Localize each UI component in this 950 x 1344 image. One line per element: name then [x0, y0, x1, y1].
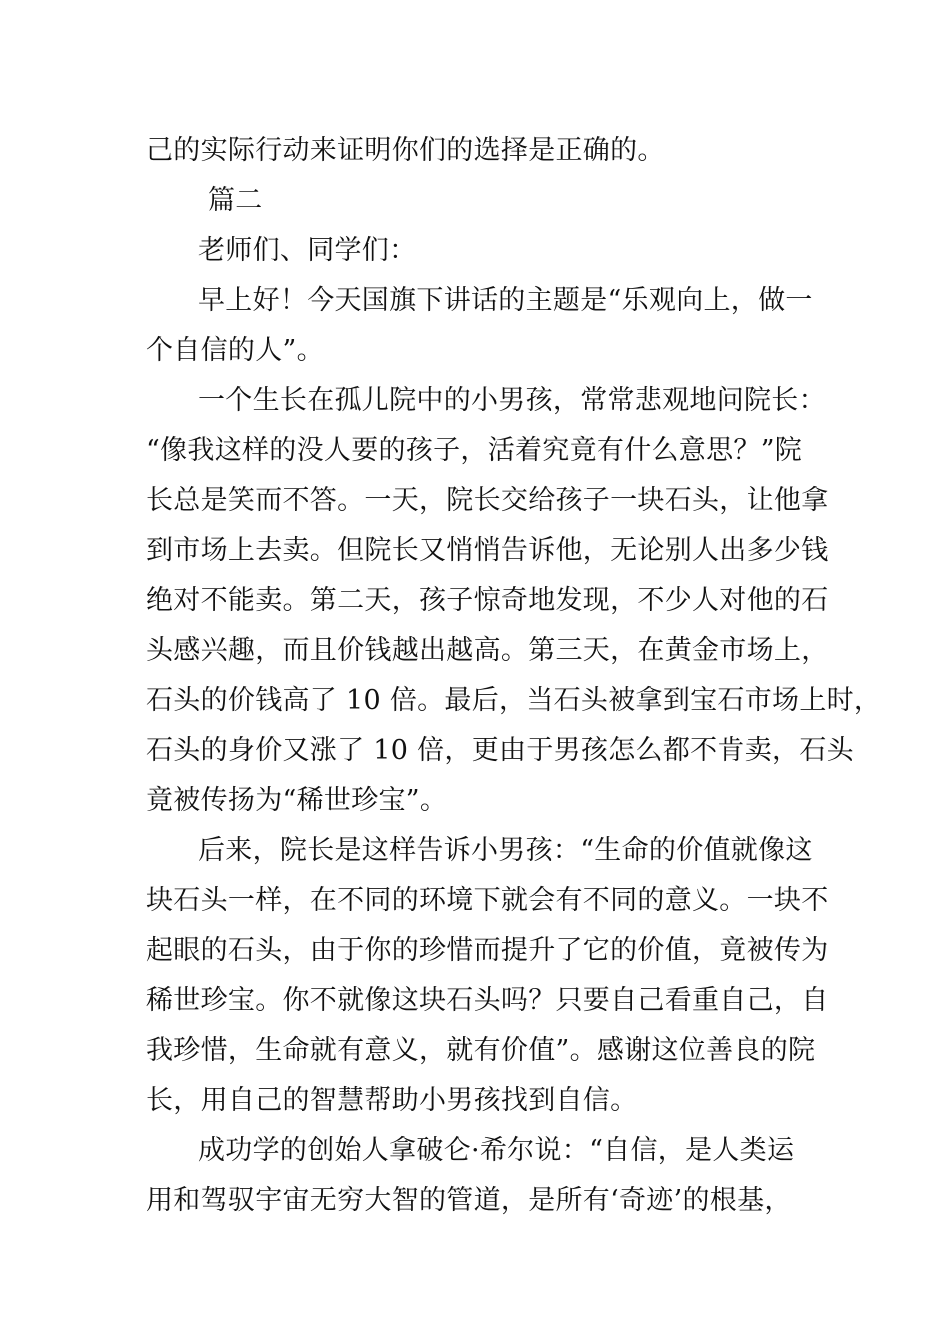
text-line: 早上好！今天国旗下讲话的主题是“乐观向上，做一 [198, 285, 813, 316]
salutation: 老师们、同学们： [198, 235, 417, 266]
text-line: 头感兴趣，而且价钱越出越高。第三天，在黄金市场上， [146, 635, 829, 666]
text-line: 稀世珍宝。你不就像这块石头吗？只要自己看重自己，自 [146, 985, 829, 1016]
text-line: 到市场上去卖。但院长又悄悄告诉他，无论别人出多少钱 [146, 535, 829, 566]
text-line: 绝对不能卖。第二天，孩子惊奇地发现，不少人对他的石 [146, 585, 829, 616]
text-line: 块石头一样，在不同的环境下就会有不同的意义。一块不 [146, 885, 829, 916]
text-line: “像我这样的没人要的孩子，活着究竟有什么意思？”院 [146, 435, 803, 466]
text-line: 成功学的创始人拿破仑·希尔说：“自信，是人类运 [198, 1135, 795, 1166]
text-line: 我珍惜，生命就有意义，就有价值”。感谢这位善良的院 [146, 1035, 816, 1066]
text-line: 石头的价钱高了 10 倍。最后，当石头被拿到宝石市场上时， [146, 685, 882, 716]
text-line: 起眼的石头，由于你的珍惜而提升了它的价值，竟被传为 [146, 935, 829, 966]
text-line: 竟被传扬为“稀世珍宝”。 [146, 785, 448, 816]
text-line: 一个生长在孤儿院中的小男孩，常常悲观地问院长： [198, 385, 826, 416]
text-line: 己的实际行动来证明你们的选择是正确的。 [146, 135, 665, 166]
text-line: 长，用自己的智慧帮助小男孩找到自信。 [146, 1085, 638, 1116]
text-line: 石头的身价又涨了 10 倍，更由于男孩怎么都不肯卖，石头 [146, 735, 854, 766]
text-line: 后来，院长是这样告诉小男孩：“生命的价值就像这 [198, 835, 813, 866]
text-line: 用和驾驭宇宙无穷大智的管道，是所有‘奇迹’的根基， [146, 1185, 792, 1216]
text-line: 个自信的人”。 [146, 335, 324, 366]
text-line: 长总是笑而不答。一天，院长交给孩子一块石头，让他拿 [146, 485, 829, 516]
section-heading: 篇二 [208, 185, 263, 216]
